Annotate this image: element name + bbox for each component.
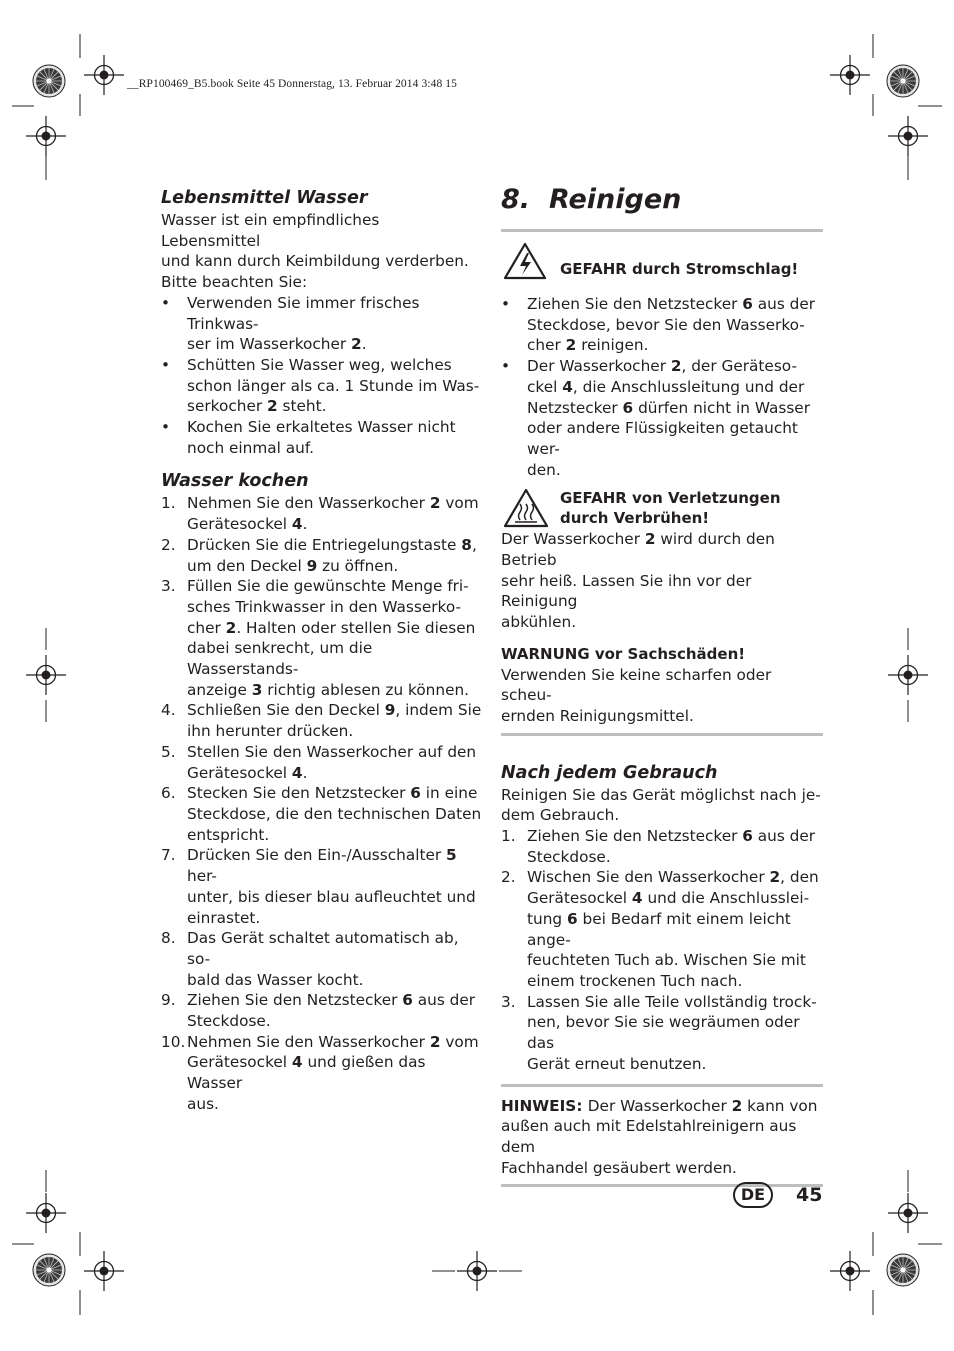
text-line: Steckdose, bevor Sie den Wasserko- — [527, 315, 805, 334]
divider — [501, 1084, 823, 1087]
text-line: Drücken Sie den Ein-/Ausschalter 5 her- — [187, 846, 457, 886]
step-item — [161, 535, 483, 576]
danger-text — [501, 529, 823, 633]
language-badge: DE — [733, 1182, 773, 1208]
numbered-steps — [501, 826, 823, 1074]
list-item — [161, 293, 483, 355]
text-line: cher 2 reinigen. — [527, 336, 649, 355]
bullet-mark: • — [161, 418, 171, 437]
text-line: Das Gerät schaltet automatisch ab, so- — [187, 929, 459, 968]
step-item — [161, 700, 483, 741]
list-item — [161, 355, 483, 417]
intro-line: Bitte beachten Sie: — [161, 273, 308, 292]
left-column — [161, 187, 483, 1115]
text-line: unter, bis dieser blau aufleuchtet und — [187, 887, 476, 906]
section-title-nach-gebrauch: Nach jedem Gebrauch — [501, 762, 718, 783]
text-line: Gerätesockel 4 und die Anschlusslei- — [527, 889, 810, 908]
step-item — [161, 928, 483, 990]
divider — [501, 229, 823, 232]
text-line: ckel 4, die Anschlussleitung und der — [527, 377, 805, 396]
step-number: 1. — [501, 827, 516, 846]
print-slug: __RP100469_B5.book Seite 45 Donnerstag, 13. Februar 2014 3:48 15 — [127, 78, 457, 90]
step-number: 6. — [161, 784, 176, 803]
divider — [501, 733, 823, 736]
danger-bullets — [501, 294, 823, 480]
text-line: Ziehen Sie den Netzstecker 6 aus der — [527, 295, 816, 313]
text-line: Der Wasserkocher 2 wird durch den Betrieb — [501, 530, 775, 570]
step-item — [501, 992, 823, 1075]
text-line: sehr heiß. Lassen Sie ihn vor der Reinigung — [501, 571, 752, 611]
text-line: feuchteten Tuch ab. Wischen Sie mit — [527, 951, 806, 970]
text-line: Schließen Sie den Deckel 9, indem Sie — [187, 701, 482, 720]
text-line: Steckdose, die den technischen Daten — [187, 804, 482, 823]
step-number: 9. — [161, 991, 176, 1010]
bullet-mark: • — [501, 357, 511, 376]
text-line: noch einmal auf. — [187, 438, 314, 457]
text-line: Gerätesockel 4 und gießen das Wasser — [187, 1053, 426, 1093]
step-number: 2. — [161, 535, 176, 554]
text-line: dabei senkrecht, um die Wasserstands- — [187, 639, 373, 679]
text-line: Ziehen Sie den Netzstecker 6 aus der — [527, 827, 816, 846]
text-line: Füllen Sie die gewünschte Menge fri- — [187, 577, 469, 596]
intro-line: Wasser ist ein empfindliches Lebensmittel — [161, 211, 380, 250]
page-number: 45 — [796, 1184, 823, 1206]
list-item — [501, 294, 823, 356]
numbered-steps — [161, 493, 483, 1114]
bullet-list — [161, 293, 483, 459]
text-line: anzeige 3 richtig ablesen zu können. — [187, 680, 470, 699]
danger-electric-block — [501, 244, 823, 280]
step-item — [161, 783, 483, 845]
text-line: ihn herunter drücken. — [187, 722, 354, 741]
step-number: 3. — [501, 992, 516, 1011]
text-line: Gerätesockel 4. — [187, 515, 308, 534]
note-label: HINWEIS: — [501, 1096, 588, 1115]
intro-line: dem Gebrauch. — [501, 806, 620, 825]
right-column — [501, 184, 823, 1187]
text-line: Der Wasserkocher 2, der Geräteso- — [527, 357, 797, 376]
intro-line: Reinigen Sie das Gerät möglichst nach je- — [501, 785, 821, 804]
danger-hot-block — [501, 488, 823, 529]
text-line: Wischen Sie den Wasserkocher 2, den — [527, 868, 819, 887]
text-line: Schütten Sie Wasser weg, welches — [187, 355, 452, 374]
text-line: bald das Wasser kocht. — [187, 970, 364, 989]
chapter-number: 8. — [501, 184, 531, 215]
bullet-mark: • — [501, 295, 511, 313]
step-number: 10. — [161, 1032, 186, 1051]
step-item — [501, 867, 823, 991]
step-number: 3. — [161, 577, 176, 596]
text-line: einrastet. — [187, 908, 261, 927]
bullet-mark: • — [161, 355, 171, 374]
text-line: Kochen Sie erkaltetes Wasser nicht — [187, 418, 456, 437]
warning-title: WARNUNG vor Sachschäden! — [501, 644, 746, 663]
text-line: HINWEIS: Der Wasserkocher 2 kann von — [501, 1096, 818, 1115]
chapter-heading — [501, 186, 823, 214]
step-item — [161, 1032, 483, 1115]
text-line: Gerätesockel 4. — [187, 763, 308, 782]
step-number: 7. — [161, 846, 176, 865]
text-line: nen, bevor Sie sie wegräumen oder das — [527, 1013, 800, 1053]
text-line: entspricht. — [187, 825, 270, 844]
danger-title: GEFAHR durch Stromschlag! — [560, 260, 799, 278]
text-line: tung 6 bei Bedarf mit einem leicht ange- — [527, 909, 791, 949]
intro-line: und kann durch Keimbildung verderben. — [161, 252, 469, 271]
text-line: ser im Wasserkocher 2. — [187, 335, 367, 354]
text-line: Verwenden Sie immer frisches Trinkwas- — [187, 293, 420, 333]
step-number: 4. — [161, 701, 176, 720]
text-line: schon länger als ca. 1 Stunde im Was- — [187, 376, 480, 395]
text-line: oder andere Flüssigkeiten getaucht wer- — [527, 419, 798, 458]
step-item — [501, 826, 823, 867]
danger-title: GEFAHR von Verletzungen — [560, 489, 781, 508]
text-line: Stellen Sie den Wasserkocher auf den — [187, 742, 477, 761]
text-line: um den Deckel 9 zu öffnen. — [187, 556, 399, 575]
step-item — [161, 493, 483, 534]
step-item — [161, 845, 483, 928]
text-line: abkühlen. — [501, 613, 577, 632]
divider — [501, 1184, 823, 1187]
note-block — [501, 1096, 823, 1179]
text-line: Fachhandel gesäubert werden. — [501, 1158, 737, 1177]
text-line: sches Trinkwasser in den Wasserko- — [187, 597, 462, 616]
text-line: Lassen Sie alle Teile vollständig trock- — [527, 992, 817, 1011]
section-title-wasser-kochen: Wasser kochen — [161, 471, 309, 492]
warning-line: Verwenden Sie keine scharfen oder scheu- — [501, 665, 772, 705]
step-number: 1. — [161, 494, 176, 513]
text-line: Nehmen Sie den Wasserkocher 2 vom — [187, 1032, 479, 1051]
step-item — [161, 576, 483, 700]
step-item — [161, 742, 483, 783]
hot-surface-icon — [503, 488, 549, 528]
list-item — [161, 417, 483, 458]
text-line: Gerät erneut benutzen. — [527, 1054, 707, 1073]
text-line: cher 2. Halten oder stellen Sie diesen — [187, 618, 476, 637]
text-line: den. — [527, 460, 561, 479]
step-item — [161, 990, 483, 1031]
step-number: 2. — [501, 868, 516, 887]
text-line: serkocher 2 steht. — [187, 397, 327, 416]
text-line: einem trockenen Tuch nach. — [527, 971, 743, 990]
text-line: Drücken Sie die Entriegelungstaste 8, — [187, 535, 477, 554]
text-line: außen auch mit Edelstahlreinigern aus dem — [501, 1117, 797, 1156]
step-number: 5. — [161, 742, 176, 761]
chapter-title: Reinigen — [549, 184, 682, 215]
warning-line: ernden Reinigungsmittel. — [501, 706, 694, 725]
electric-hazard-icon — [503, 242, 547, 280]
text-line: Ziehen Sie den Netzstecker 6 aus der — [187, 991, 476, 1010]
danger-title: durch Verbrühen! — [560, 509, 710, 528]
section-title-lebensmittel: Lebensmittel Wasser — [161, 188, 368, 208]
step-number: 8. — [161, 929, 176, 948]
text-line: Steckdose. — [527, 847, 611, 866]
text-line: Steckdose. — [187, 1012, 271, 1031]
text-line: Netzstecker 6 dürfen nicht in Wasser — [527, 398, 810, 417]
text-line: aus. — [187, 1094, 219, 1113]
text-line: Nehmen Sie den Wasserkocher 2 vom — [187, 494, 479, 513]
bullet-mark: • — [161, 293, 171, 312]
list-item — [501, 356, 823, 480]
text-line: Stecken Sie den Netzstecker 6 in eine — [187, 784, 478, 803]
